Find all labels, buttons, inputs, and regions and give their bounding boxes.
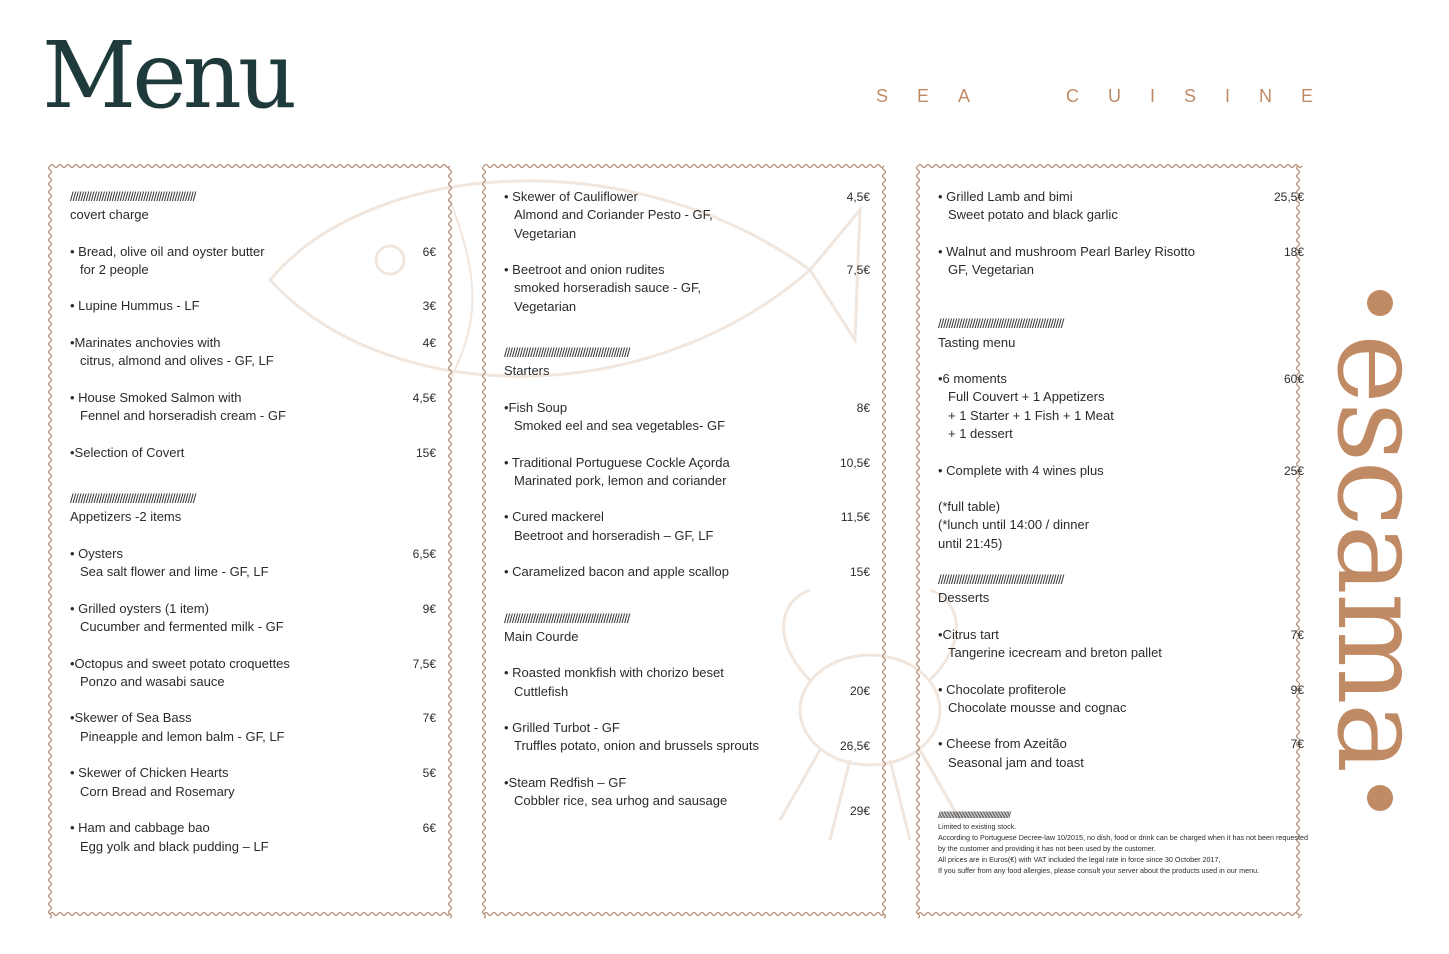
- menu-item: 25,5€ • Grilled Lamb and bimi Sweet potato and black garlic: [938, 189, 1304, 223]
- menu-item: 4€ •Marinates anchovies with citrus, almond and olives - GF, LF: [70, 335, 436, 369]
- menu-item: 5€ • Skewer of Chicken Hearts Corn Bread and Rosemary: [70, 765, 436, 799]
- section-heading: Main Courde: [504, 628, 579, 644]
- page-title: Menu: [42, 22, 294, 129]
- menu-item: 10,5€ • Traditional Portuguese Cockle Açorda Marinated pork, lemon and coriander: [504, 454, 870, 488]
- section-heading: covert charge: [70, 207, 149, 223]
- menu-item: 4,5€ • House Smoked Salmon with Fennel and horseradish cream - GF: [70, 389, 436, 424]
- footnote-line: According to Portuguese Decree-law 10/2015, no dish, food or drink can be charged when it has not been requested by the customer and providing it has not been used by the customer.: [938, 833, 1308, 853]
- menu-panel-1: [44, 160, 456, 920]
- menu-item: 7€ •Skewer of Sea Bass Pineapple and lemon balm - GF, LF: [70, 710, 436, 744]
- separator: ////////////////////////////////////////////////: [504, 610, 630, 626]
- menu-items-main: [504, 664, 870, 819]
- section-heading: Appetizers -2 items: [70, 509, 182, 525]
- separator: ////////////////////////////////////////////////: [70, 189, 196, 204]
- menu-panel-2: [478, 160, 890, 920]
- menu-item: 15€ • Caramelized bacon and apple scallop: [504, 564, 870, 580]
- menu-item: 7,5€ •Octopus and sweet potato croquettes Ponzo and wasabi sauce: [70, 655, 436, 689]
- brand-dot-icon: [1367, 785, 1393, 811]
- menu-items-appetizers: [70, 545, 436, 856]
- wine-pairing-item: 25€ • Complete with 4 wines plus: [938, 462, 1304, 478]
- menu-item: 29€ •Steam Redfish – GF Cobbler rice, sea urhog and sausage: [504, 775, 870, 819]
- menu-item: 15€ •Selection of Covert: [70, 444, 436, 460]
- menu-item: 7€ •Citrus tart Tangerine icecream and breton pallet: [938, 626, 1304, 660]
- menu-items-covert: [70, 243, 436, 463]
- section-heading: Starters: [504, 363, 550, 379]
- menu-item: 7€ • Cheese from Azeitão Seasonal jam and toast: [938, 736, 1304, 770]
- menu-item: 26,5€ • Grilled Turbot - GF Truffles potato, onion and brussels sprouts: [504, 720, 870, 754]
- section-heading: Tasting menu: [938, 334, 1016, 350]
- brand-dot-icon: [1367, 290, 1393, 316]
- tasting-menu-item: 60€ •6 moments Full Couvert + 1 Appetizers + 1 Starter + 1 Fish + 1 Meat + 1 dessert: [938, 371, 1304, 441]
- table-note: (*full table) (*lunch until 14:00 / dinner until 21:45): [938, 499, 1090, 551]
- menu-item: 3€ • Lupine Hummus - LF: [70, 298, 436, 314]
- menu-item: 8€ •Fish Soup Smoked eel and sea vegetables- GF: [504, 399, 870, 433]
- separator: ////////////////////////////////////////////////: [938, 316, 1064, 332]
- menu-item: 6€ • Bread, olive oil and oyster butter for 2 people: [70, 243, 436, 277]
- menu-panel-3: [912, 160, 1324, 920]
- menu-item: 18€ • Walnut and mushroom Pearl Barley Risotto GF, Vegetarian: [938, 243, 1304, 278]
- brand-logo: [1311, 290, 1449, 772]
- menu-items-meat: [938, 188, 1304, 279]
- menu-item: 9€ • Chocolate profiterole Chocolate mousse and cognac: [938, 681, 1304, 715]
- brand-name: escama: [1311, 334, 1449, 772]
- menu-item: 9€ • Grilled oysters (1 item) Cucumber and fermented milk - GF: [70, 600, 436, 634]
- menu-items-desserts: [938, 626, 1304, 772]
- footnote-line: Limited to existing stock.: [938, 822, 1017, 831]
- footnote-separator: ////////////////////////////////////////////////: [938, 810, 1011, 820]
- menu-item: 6,5€ • Oysters Sea salt flower and lime - GF, LF: [70, 545, 436, 580]
- menu-items-vegetarian: [504, 188, 870, 316]
- legal-footnote: [938, 810, 1308, 876]
- menu-item: 4,5€ • Skewer of Cauliflower Almond and Coriander Pesto - GF, Vegetarian: [504, 189, 870, 241]
- menu-item: 7,5€ • Beetroot and onion rudites smoked horseradish sauce - GF, Vegetarian: [504, 262, 870, 314]
- separator: ////////////////////////////////////////////////: [70, 491, 196, 507]
- separator: ////////////////////////////////////////////////: [938, 572, 1064, 588]
- footnote-line: If you suffer from any food allergies, please consult your server about the products used in our menu.: [938, 866, 1260, 875]
- menu-item: 11,5€ • Cured mackerel Beetroot and horseradish – GF, LF: [504, 509, 870, 543]
- menu-items-starters: [504, 399, 870, 582]
- menu-item: 6€ • Ham and cabbage bao Egg yolk and black pudding – LF: [70, 820, 436, 854]
- menu-item: 20€ • Roasted monkfish with chorizo beset Cuttlefish: [504, 665, 870, 699]
- tagline: SEA CUISINE: [876, 86, 1343, 106]
- section-heading: Desserts: [938, 590, 990, 606]
- footnote-line: All prices are in Euros(€) with VAT included the legal rate in force since 30 October 2017,: [938, 855, 1221, 864]
- separator: ////////////////////////////////////////////////: [504, 345, 630, 361]
